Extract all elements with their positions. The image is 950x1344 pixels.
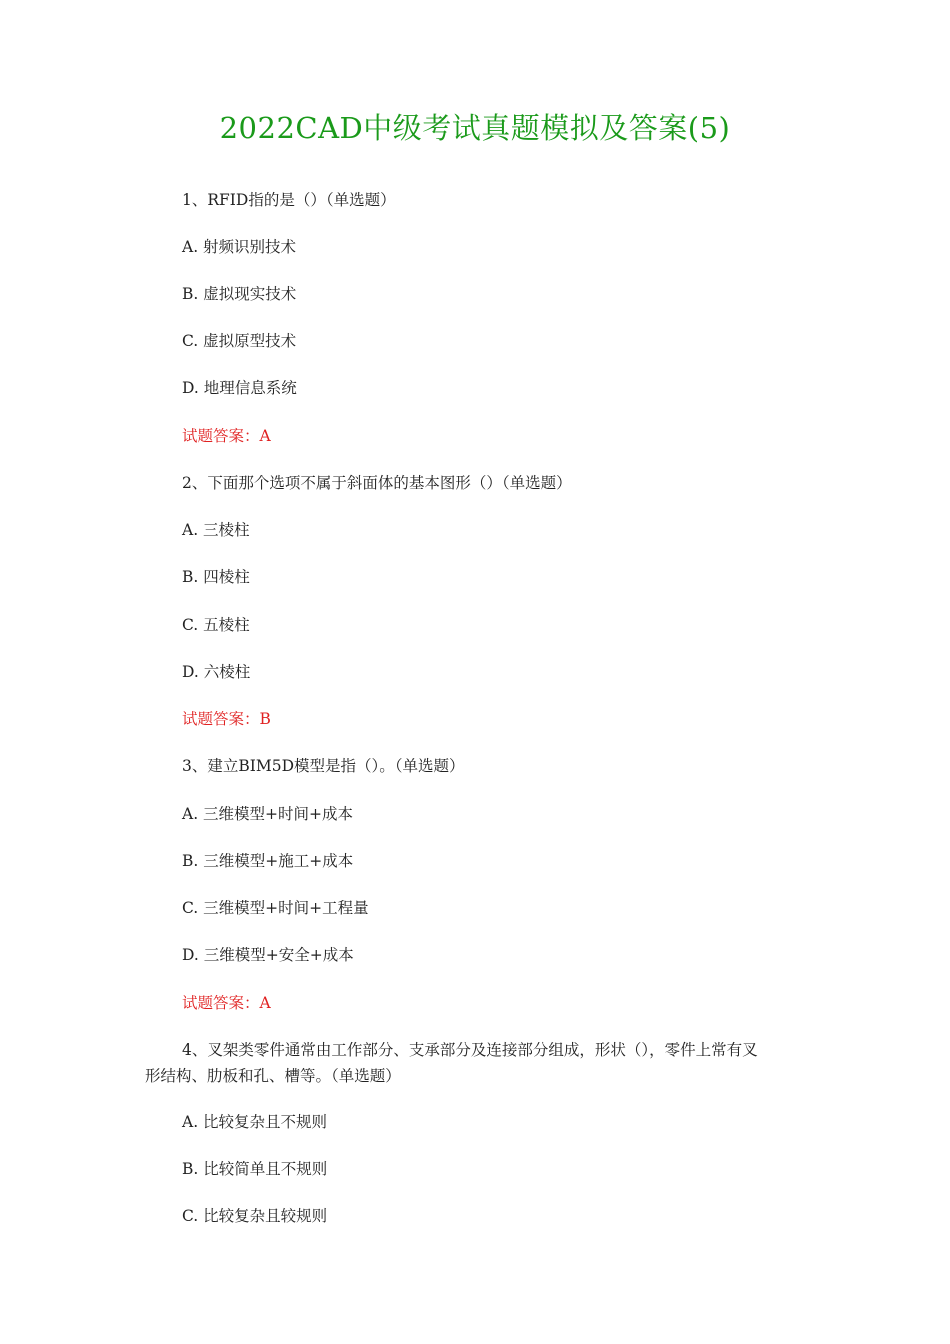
- page-title: 2022CAD中级考试真题模拟及答案(5): [219, 111, 731, 145]
- question-1-stem: 1、RFID指的是（）（单选题）: [182, 191, 396, 209]
- question-4-stem-line1: 4、叉架类零件通常由工作部分、支承部分及连接部分组成，形状（），零件上常有叉: [182, 1041, 758, 1059]
- question-1-option-b: B. 虚拟现实技术: [182, 285, 297, 303]
- question-3-option-d: D. 三维模型+安全+成本: [182, 946, 354, 964]
- question-3-option-b: B. 三维模型+施工+成本: [182, 852, 354, 870]
- question-3-option-a: A. 三维模型+时间+成本: [182, 805, 354, 823]
- question-4-option-a: A. 比较复杂且不规则: [182, 1113, 328, 1131]
- question-1-answer: 试题答案：A: [182, 427, 271, 445]
- question-4-option-c: C. 比较复杂且较规则: [182, 1207, 328, 1225]
- question-3-stem: 3、建立BIM5D模型是指（）。（单选题）: [182, 757, 465, 775]
- question-1-option-c: C. 虚拟原型技术: [182, 332, 297, 350]
- question-1-option-d: D. 地理信息系统: [182, 379, 297, 397]
- question-2-option-d: D. 六棱柱: [182, 663, 251, 681]
- question-3-answer: 试题答案：A: [182, 994, 271, 1012]
- question-2-answer: 试题答案：B: [182, 710, 271, 728]
- question-2-stem: 2、下面那个选项不属于斜面体的基本图形（）（单选题）: [182, 474, 572, 492]
- question-3-option-c: C. 三维模型+时间+工程量: [182, 899, 369, 917]
- question-2-option-c: C. 五棱柱: [182, 616, 250, 634]
- question-2-option-b: B. 四棱柱: [182, 568, 250, 586]
- question-4-option-b: B. 比较简单且不规则: [182, 1160, 328, 1178]
- question-1-option-a: A. 射频识别技术: [182, 238, 297, 256]
- question-2-option-a: A. 三棱柱: [182, 521, 250, 539]
- question-4-stem-line2: 形结构、肋板和孔、槽等。（单选题）: [145, 1067, 401, 1085]
